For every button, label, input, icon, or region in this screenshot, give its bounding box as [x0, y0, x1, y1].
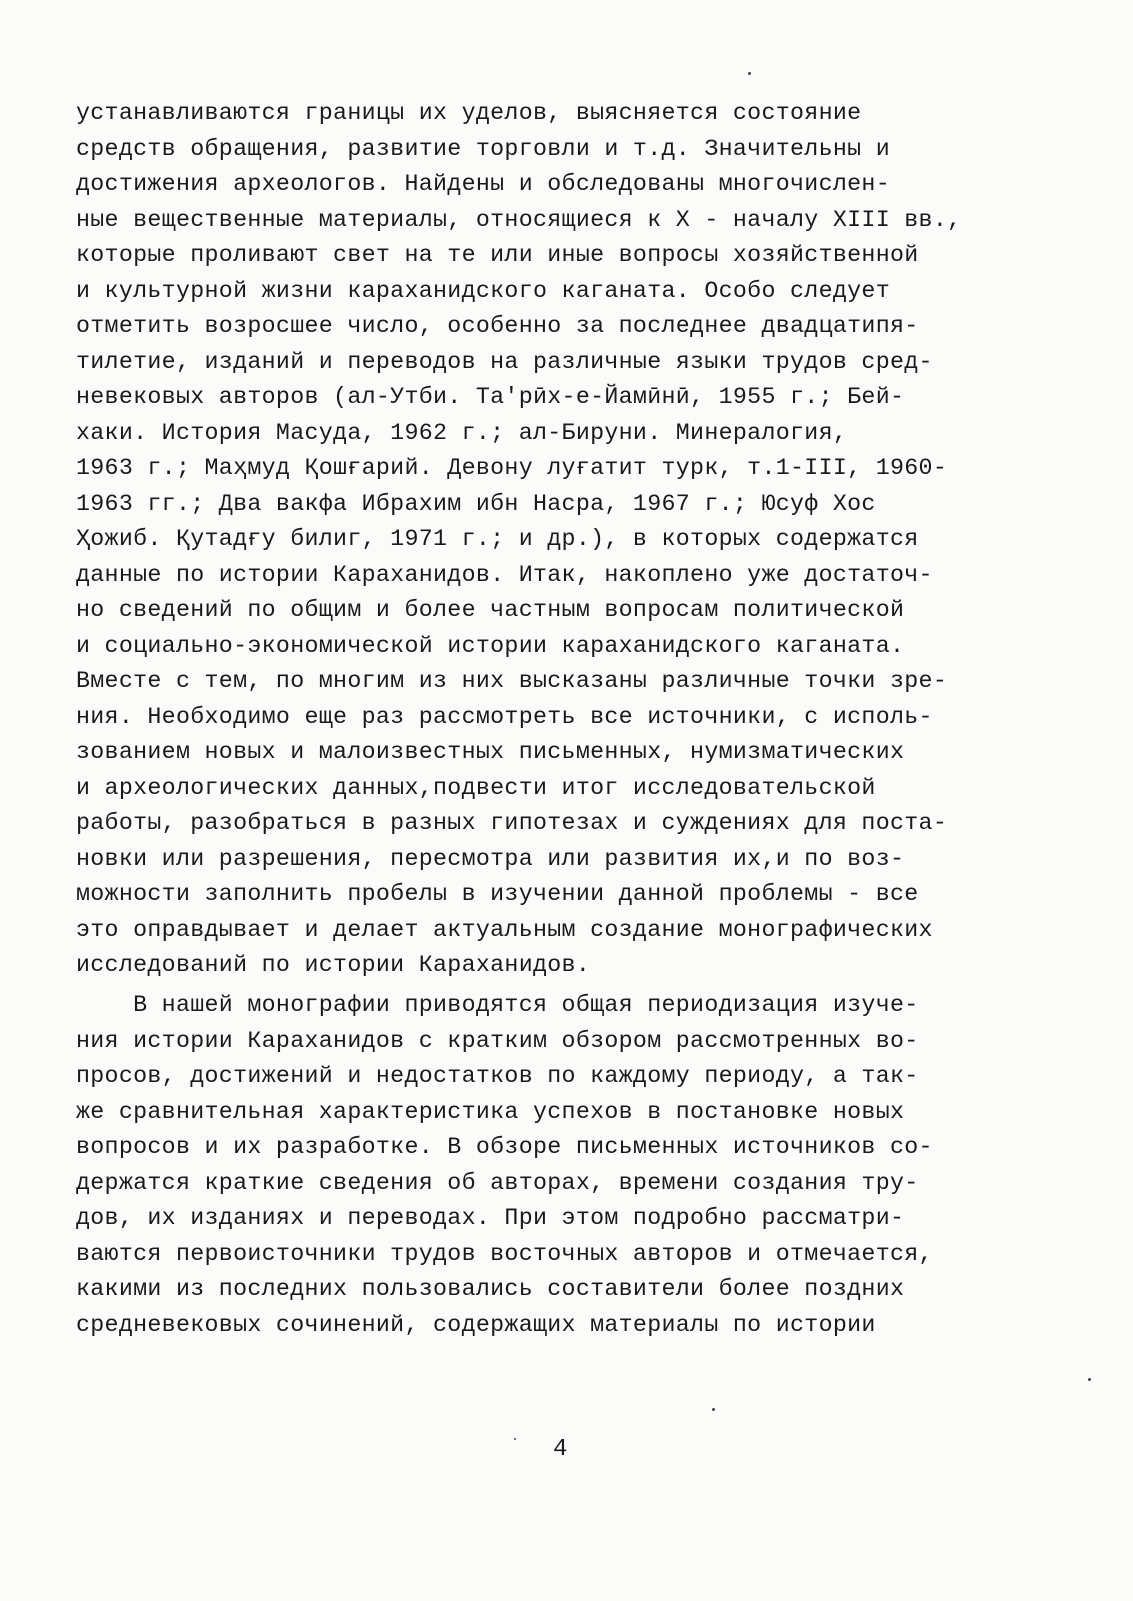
- text-line: новки или разрешения, пересмотра или развития их,и по воз-: [76, 845, 905, 872]
- text-line: ные вещественные материалы, относящиеся к X - началу XIII вв.,: [76, 206, 962, 233]
- text-line: зованием новых и малоизвестных письменных, нумизматических: [76, 739, 905, 765]
- text-line: ния истории Караханидов с кратким обзором рассмотренных во-: [76, 1027, 919, 1054]
- text-line: которые проливают свет на те или иные вопросы хозяйственной: [76, 242, 919, 268]
- text-line: 1963 г.; Маҳмуд Қошғарий. Девону луғатит турк, т.1-III, 1960-: [76, 455, 948, 481]
- page-number: 4: [553, 1436, 568, 1463]
- text-line: невековых авторов (ал-Утби. Та'рӣх-е-Йамӣнӣ, 1955 г.; Бей-: [76, 384, 905, 410]
- text-line: просов, достижений и недостатков по каждому периоду, а так-: [76, 1063, 919, 1089]
- text-line: держатся краткие сведения об авторах, времени создания тру-: [76, 1169, 919, 1196]
- text-line: дов, их изданиях и переводах. При этом подробно рассматри-: [76, 1205, 905, 1231]
- text-line: это оправдывает и делает актуальным создание монографических: [76, 916, 933, 943]
- text-line: и археологических данных,подвести итог исследовательской: [76, 774, 876, 801]
- text-line: 1963 гг.; Два вакфа Ибрахим ибн Насра, 1967 г.; Юсуф Хос: [76, 490, 876, 517]
- text-line: Ҳожиб. Қутадғу билиг, 1971 г.; и др.), в которых содержатся: [76, 526, 919, 552]
- text-line: средневековых сочинений, содержащих материалы по истории: [76, 1311, 876, 1338]
- text-line: хаки. История Масуда, 1962 г.; ал-Бируни. Минералогия,: [76, 419, 848, 446]
- text-line: данные по истории Караханидов. Итак, накоплено уже достаточ-: [76, 561, 933, 588]
- scan-speck: [712, 1408, 715, 1411]
- text-line: вопросов и их разработке. В обзоре письменных источников со-: [76, 1134, 933, 1160]
- text-line: же сравнительная характеристика успехов в постановке новых: [76, 1098, 905, 1125]
- scan-speck: [514, 1438, 516, 1440]
- text-line: средств обращения, развитие торговли и т.д. Значительны и: [76, 135, 890, 162]
- text-line: ния. Необходимо еще раз рассмотреть все источники, с исполь-: [76, 703, 933, 730]
- text-line: можности заполнить пробелы в изучении данной проблемы - все: [76, 881, 919, 907]
- text-line: и социально-экономической истории караханидского каганата.: [76, 632, 905, 659]
- text-line: Вместе с тем, по многим из них высказаны различные точки зре-: [76, 668, 948, 694]
- text-line: В нашей монографии приводятся общая периодизация изуче-: [76, 992, 919, 1018]
- text-line: работы, разобраться в разных гипотезах и суждениях для поста-: [76, 810, 948, 836]
- scan-speck: [1088, 1378, 1091, 1381]
- text-line: но сведений по общим и более частным вопросам политической: [76, 597, 905, 623]
- text-line: устанавливаются границы их уделов, выясняется состояние: [76, 100, 862, 126]
- paragraph-2: [76, 988, 1066, 1343]
- text-line: исследований по истории Караханидов.: [76, 952, 591, 978]
- text-line: какими из последних пользовались составители более поздних: [76, 1276, 905, 1302]
- text-line: тилетие, изданий и переводов на различные языки трудов сред-: [76, 348, 933, 375]
- text-line: отметить возросшее число, особенно за последнее двадцатипя-: [76, 313, 919, 339]
- text-line: достижения археологов. Найдены и обследованы многочислен-: [76, 171, 890, 197]
- text-line: ваются первоисточники трудов восточных авторов и отмечается,: [76, 1240, 933, 1267]
- paragraph-1: [76, 96, 1066, 984]
- text-line: и культурной жизни караханидского каганата. Особо следует: [76, 277, 890, 304]
- scan-speck: [748, 72, 751, 75]
